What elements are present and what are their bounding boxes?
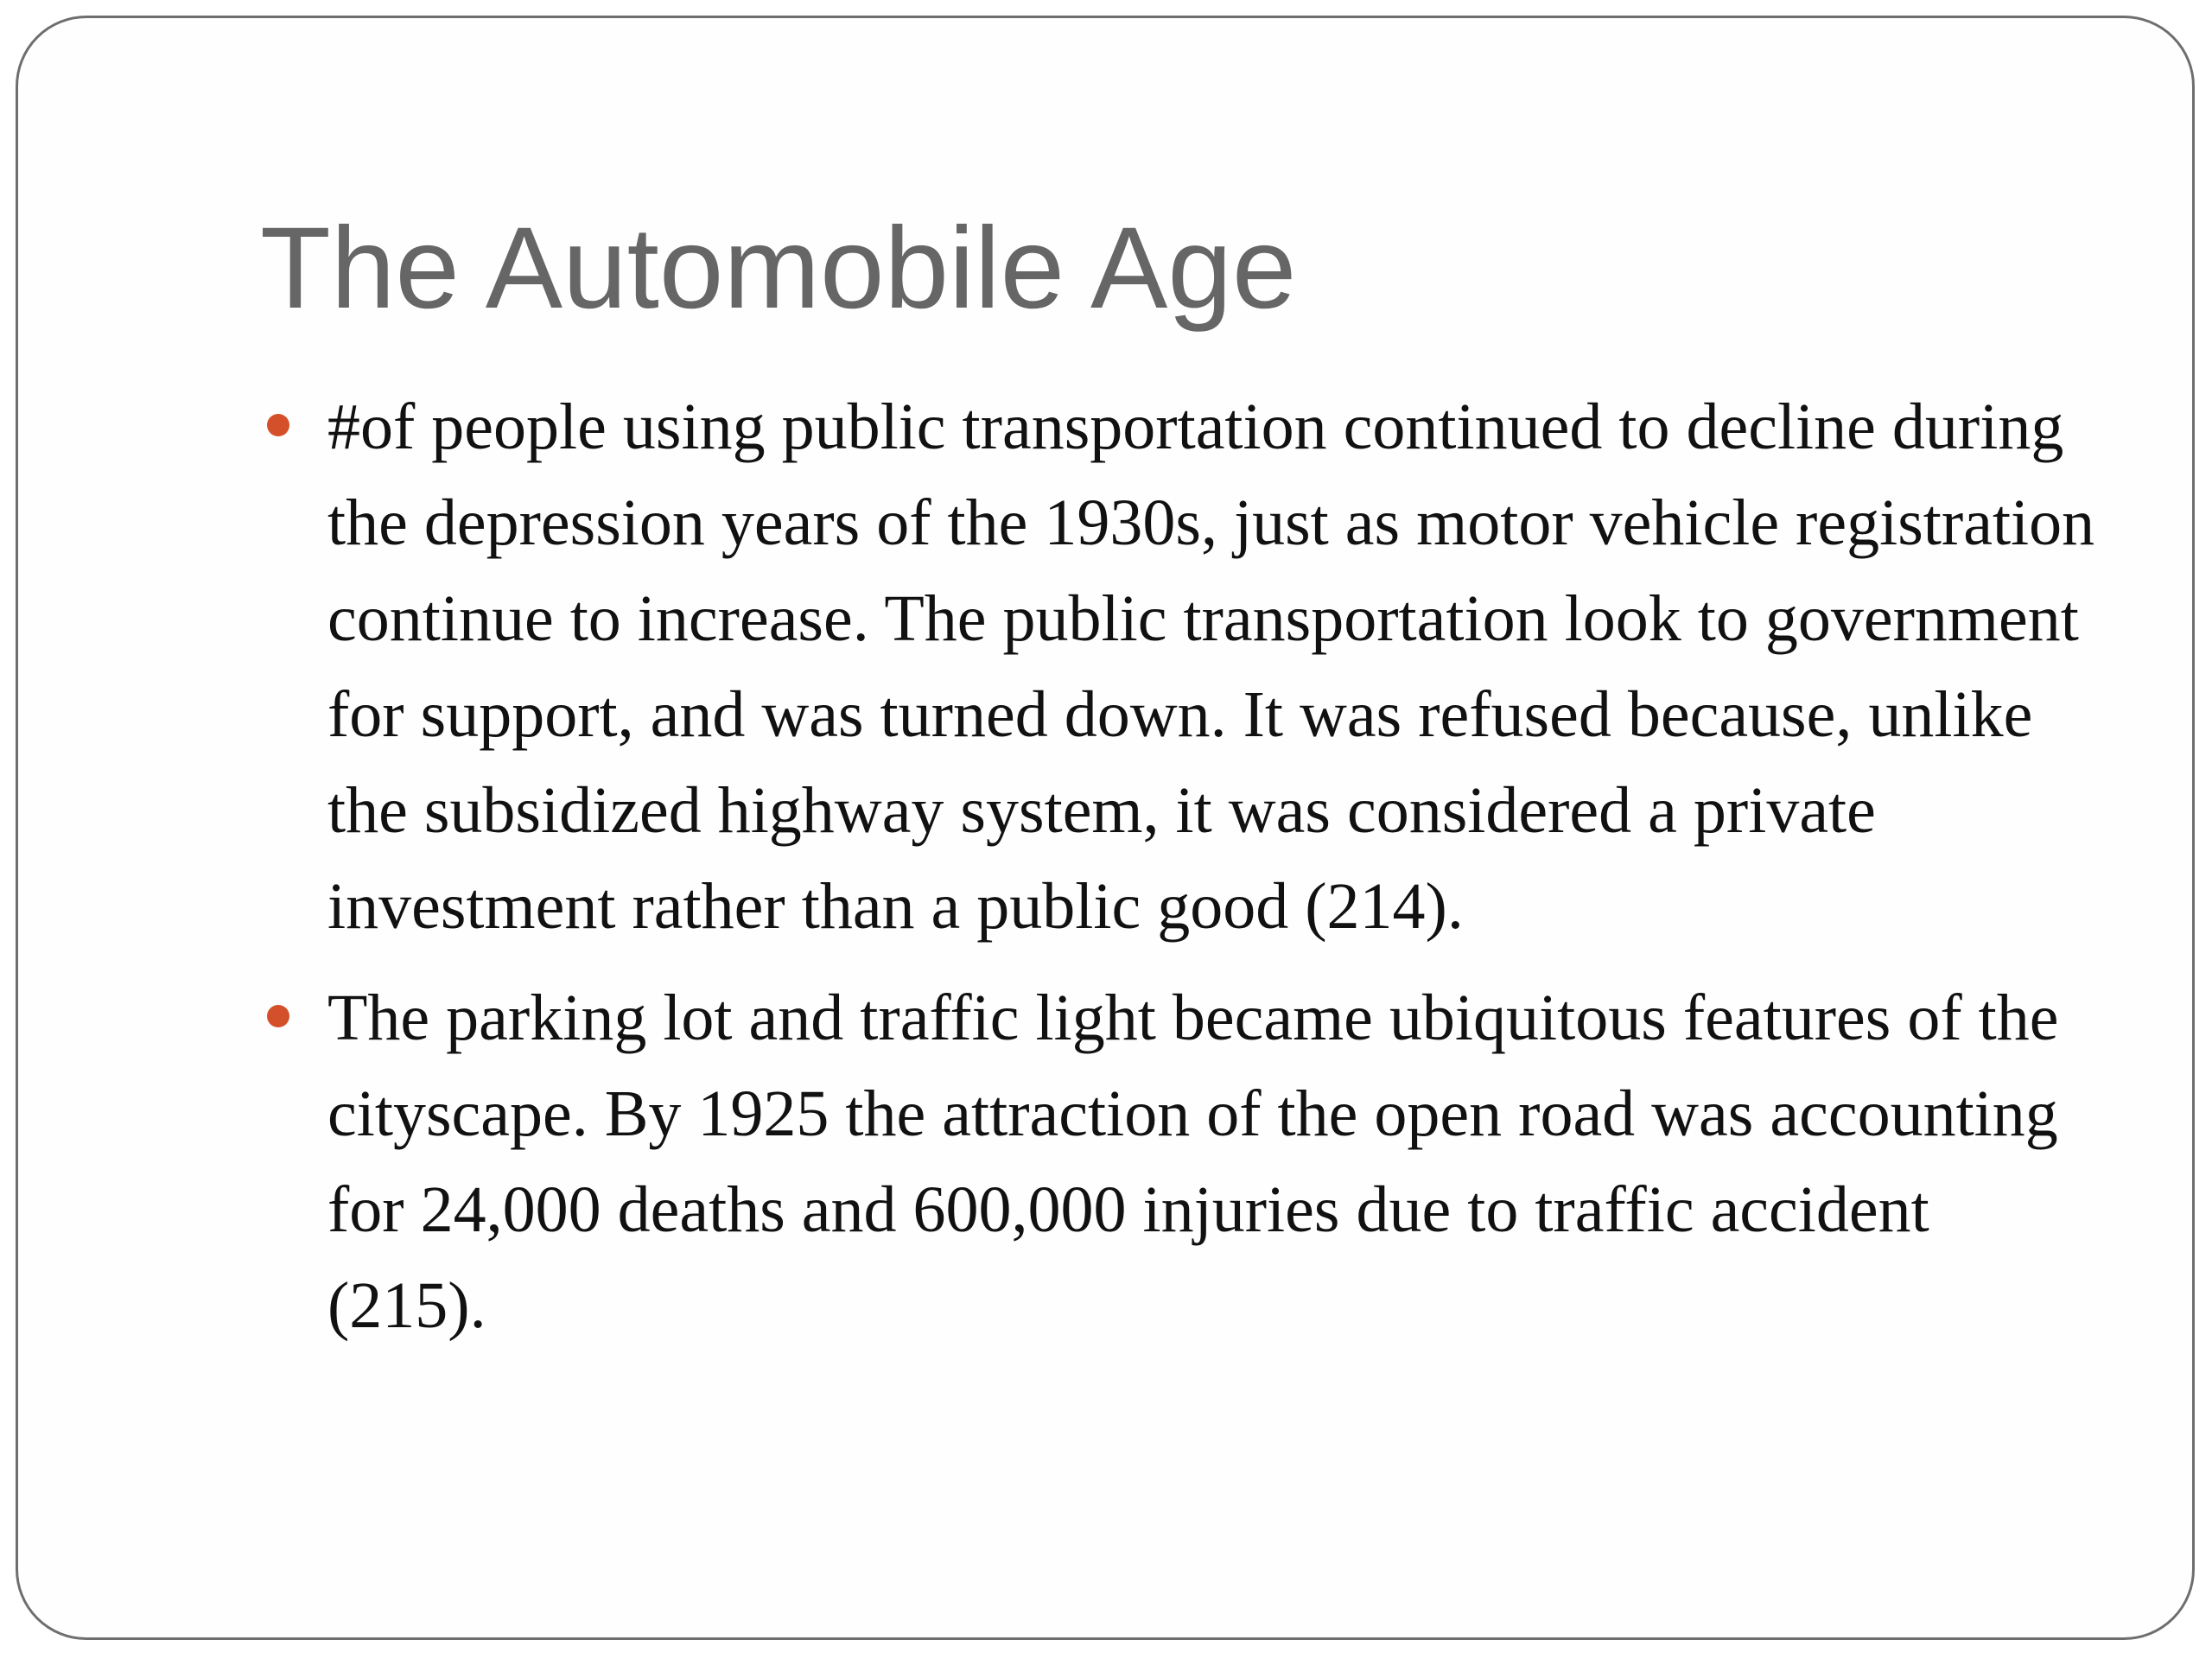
bullet-text: The parking lot and traffic light became ubiquitous features of the cityscape. By 1925 the attraction of the open road was accounting for 24,000 deaths and 600,000 injuries due to traffic accident (215). <box>327 982 2059 1342</box>
bullet-dot-icon <box>267 1005 289 1027</box>
slide-title: The Automobile Age <box>260 204 1297 333</box>
slide-frame <box>16 16 2195 1640</box>
bullet-text: #of people using public transportation continued to decline during the depression years of the 1930s, just as motor vehicle registration continue to increase. The public transportation look to government for support, and was turned down. It was refused because, unlike the subsidized highway system, it was considered a private investment rather than a public good (214). <box>327 391 2095 943</box>
bullet-list <box>260 379 2101 1370</box>
bullet-item <box>260 970 2101 1354</box>
bullet-item <box>260 379 2101 955</box>
bullet-dot-icon <box>267 414 289 436</box>
